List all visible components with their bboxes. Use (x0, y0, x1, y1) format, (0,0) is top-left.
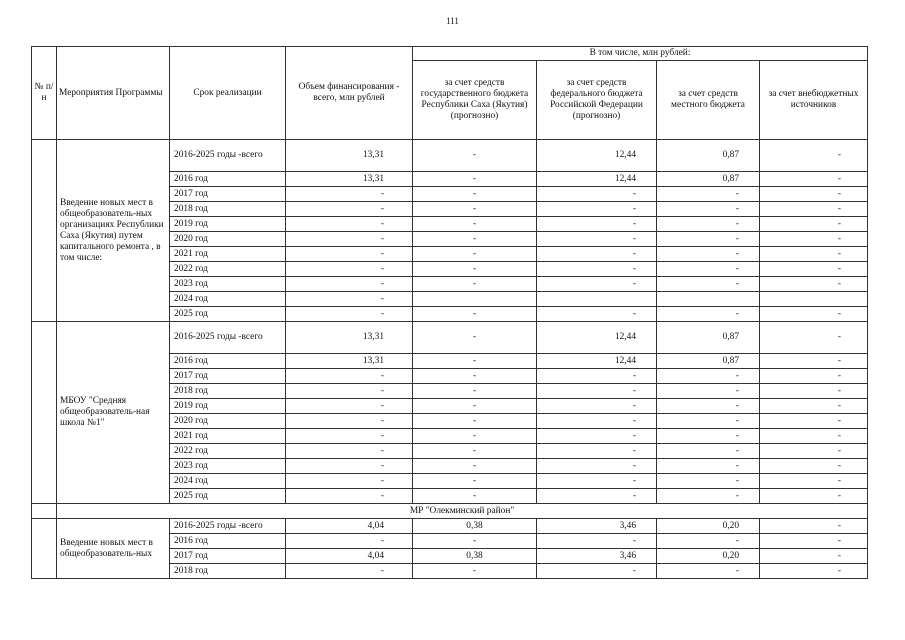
period-cell: 2022 год (170, 262, 286, 277)
header-activity: Мероприятия Программы (57, 47, 170, 140)
financing-table (31, 46, 868, 579)
local-budget-cell: - (657, 459, 760, 474)
extra-budget-cell: - (760, 369, 868, 384)
federal-budget-cell: - (537, 459, 657, 474)
local-budget-cell (657, 292, 760, 307)
header-period: Срок реализации (170, 47, 286, 140)
header-state-budget: за счет средств государственного бюджета Республики Саха (Якутия) (прогнозно) (413, 61, 537, 140)
local-budget-cell: - (657, 202, 760, 217)
federal-budget-cell: - (537, 187, 657, 202)
header-num: № п/н (32, 47, 57, 140)
total-cell: - (286, 489, 413, 504)
total-cell: - (286, 474, 413, 489)
total-cell: - (286, 217, 413, 232)
extra-budget-cell: - (760, 140, 868, 172)
federal-budget-cell: 3,46 (537, 549, 657, 564)
row-number-cell (32, 322, 57, 504)
total-cell: - (286, 399, 413, 414)
state-budget-cell: - (413, 534, 537, 549)
state-budget-cell: - (413, 489, 537, 504)
period-cell: 2023 год (170, 277, 286, 292)
period-cell: 2016-2025 годы -всего (170, 140, 286, 172)
period-cell: 2016-2025 годы -всего (170, 322, 286, 354)
page-number: 111 (446, 16, 459, 26)
state-budget-cell: - (413, 429, 537, 444)
header-including: В том числе, млн рублей: (413, 47, 868, 61)
extra-budget-cell: - (760, 202, 868, 217)
federal-budget-cell: - (537, 564, 657, 579)
federal-budget-cell: - (537, 414, 657, 429)
row-number-cell (32, 140, 57, 322)
extra-budget-cell: - (760, 247, 868, 262)
total-cell: - (286, 277, 413, 292)
local-budget-cell: - (657, 444, 760, 459)
extra-budget-cell: - (760, 519, 868, 534)
total-cell: 13,31 (286, 140, 413, 172)
period-cell: 2024 год (170, 292, 286, 307)
state-budget-cell: - (413, 187, 537, 202)
header-local-budget: за счет средств местного бюджета (657, 61, 760, 140)
local-budget-cell: - (657, 489, 760, 504)
state-budget-cell: - (413, 202, 537, 217)
extra-budget-cell: - (760, 277, 868, 292)
header-total: Объем финансирования - всего, млн рублей (286, 47, 413, 140)
extra-budget-cell: - (760, 384, 868, 399)
federal-budget-cell: - (537, 262, 657, 277)
federal-budget-cell: - (537, 399, 657, 414)
period-cell: 2020 год (170, 232, 286, 247)
local-budget-cell: - (657, 429, 760, 444)
local-budget-cell: - (657, 384, 760, 399)
state-budget-cell: - (413, 262, 537, 277)
federal-budget-cell: - (537, 247, 657, 262)
local-budget-cell: - (657, 307, 760, 322)
period-cell: 2021 год (170, 429, 286, 444)
period-cell: 2021 год (170, 247, 286, 262)
period-cell: 2016 год (170, 172, 286, 187)
state-budget-cell: - (413, 322, 537, 354)
period-cell: 2025 год (170, 307, 286, 322)
table-row (32, 140, 868, 172)
state-budget-cell: - (413, 232, 537, 247)
state-budget-cell: - (413, 384, 537, 399)
extra-budget-cell: - (760, 172, 868, 187)
extra-budget-cell: - (760, 322, 868, 354)
state-budget-cell: - (413, 459, 537, 474)
state-budget-cell: - (413, 247, 537, 262)
total-cell: 13,31 (286, 354, 413, 369)
total-cell: - (286, 459, 413, 474)
extra-budget-cell: - (760, 354, 868, 369)
local-budget-cell: - (657, 247, 760, 262)
federal-budget-cell: - (537, 307, 657, 322)
period-cell: 2016 год (170, 354, 286, 369)
table-row (32, 519, 868, 534)
extra-budget-cell: - (760, 217, 868, 232)
header-federal-budget: за счет средств федерального бюджета Российской Федерации (прогнозно) (537, 61, 657, 140)
state-budget-cell: - (413, 444, 537, 459)
extra-budget-cell (760, 292, 868, 307)
federal-budget-cell: 12,44 (537, 322, 657, 354)
period-cell: 2019 год (170, 399, 286, 414)
activity-name: Введение новых мест в общеобразователь-ных организациях Республики Саха (Якутия) путем капитального ремонта , в том числе: (57, 140, 170, 322)
table-row (32, 322, 868, 354)
federal-budget-cell: - (537, 474, 657, 489)
total-cell: - (286, 369, 413, 384)
state-budget-cell: - (413, 307, 537, 322)
local-budget-cell: 0,87 (657, 140, 760, 172)
local-budget-cell: 0,87 (657, 172, 760, 187)
total-cell: - (286, 444, 413, 459)
activity-name: Введение новых мест в общеобразователь-ных (57, 519, 170, 579)
extra-budget-cell: - (760, 459, 868, 474)
extra-budget-cell: - (760, 187, 868, 202)
total-cell: - (286, 247, 413, 262)
total-cell: - (286, 232, 413, 247)
total-cell: - (286, 564, 413, 579)
local-budget-cell: - (657, 217, 760, 232)
extra-budget-cell: - (760, 414, 868, 429)
total-cell: 4,04 (286, 519, 413, 534)
period-cell: 2018 год (170, 202, 286, 217)
section-num-cell (32, 504, 57, 519)
total-cell: - (286, 292, 413, 307)
total-cell: 13,31 (286, 322, 413, 354)
state-budget-cell: - (413, 217, 537, 232)
period-cell: 2018 год (170, 564, 286, 579)
federal-budget-cell (537, 292, 657, 307)
total-cell: - (286, 429, 413, 444)
local-budget-cell: - (657, 187, 760, 202)
local-budget-cell: 0,20 (657, 549, 760, 564)
row-number-cell (32, 519, 57, 579)
federal-budget-cell: - (537, 369, 657, 384)
total-cell: - (286, 187, 413, 202)
total-cell: 4,04 (286, 549, 413, 564)
extra-budget-cell: - (760, 232, 868, 247)
period-cell: 2025 год (170, 489, 286, 504)
total-cell: 13,31 (286, 172, 413, 187)
federal-budget-cell: - (537, 444, 657, 459)
state-budget-cell: - (413, 277, 537, 292)
extra-budget-cell: - (760, 444, 868, 459)
state-budget-cell: - (413, 474, 537, 489)
federal-budget-cell: 12,44 (537, 140, 657, 172)
state-budget-cell: - (413, 172, 537, 187)
section-title: МР "Олекминский район" (57, 504, 868, 519)
extra-budget-cell: - (760, 474, 868, 489)
extra-budget-cell: - (760, 489, 868, 504)
period-cell: 2017 год (170, 549, 286, 564)
period-cell: 2016-2025 годы -всего (170, 519, 286, 534)
federal-budget-cell: - (537, 277, 657, 292)
extra-budget-cell: - (760, 399, 868, 414)
period-cell: 2017 год (170, 369, 286, 384)
state-budget-cell: 0,38 (413, 549, 537, 564)
local-budget-cell: 0,87 (657, 322, 760, 354)
total-cell: - (286, 384, 413, 399)
total-cell: - (286, 262, 413, 277)
header-extra-budget: за счет внебюджетных источников (760, 61, 868, 140)
local-budget-cell: - (657, 414, 760, 429)
state-budget-cell: - (413, 399, 537, 414)
local-budget-cell: - (657, 277, 760, 292)
local-budget-cell: - (657, 534, 760, 549)
local-budget-cell: - (657, 232, 760, 247)
period-cell: 2017 год (170, 187, 286, 202)
federal-budget-cell: - (537, 429, 657, 444)
period-cell: 2020 год (170, 414, 286, 429)
extra-budget-cell: - (760, 534, 868, 549)
federal-budget-cell: 3,46 (537, 519, 657, 534)
extra-budget-cell: - (760, 564, 868, 579)
state-budget-cell: - (413, 369, 537, 384)
state-budget-cell: - (413, 354, 537, 369)
activity-name: МБОУ "Средняя общеобразователь-ная школа №1" (57, 322, 170, 504)
state-budget-cell: - (413, 140, 537, 172)
federal-budget-cell: 12,44 (537, 354, 657, 369)
federal-budget-cell: 12,44 (537, 172, 657, 187)
local-budget-cell: 0,20 (657, 519, 760, 534)
total-cell: - (286, 414, 413, 429)
local-budget-cell: 0,87 (657, 354, 760, 369)
period-cell: 2023 год (170, 459, 286, 474)
state-budget-cell: 0,38 (413, 519, 537, 534)
extra-budget-cell: - (760, 429, 868, 444)
period-cell: 2022 год (170, 444, 286, 459)
local-budget-cell: - (657, 262, 760, 277)
federal-budget-cell: - (537, 534, 657, 549)
extra-budget-cell: - (760, 307, 868, 322)
header-row-1 (32, 47, 868, 61)
local-budget-cell: - (657, 474, 760, 489)
period-cell: 2016 год (170, 534, 286, 549)
period-cell: 2018 год (170, 384, 286, 399)
state-budget-cell: - (413, 564, 537, 579)
local-budget-cell: - (657, 564, 760, 579)
state-budget-cell (413, 292, 537, 307)
section-row (32, 504, 868, 519)
local-budget-cell: - (657, 399, 760, 414)
period-cell: 2019 год (170, 217, 286, 232)
extra-budget-cell: - (760, 549, 868, 564)
federal-budget-cell: - (537, 217, 657, 232)
federal-budget-cell: - (537, 202, 657, 217)
federal-budget-cell: - (537, 489, 657, 504)
federal-budget-cell: - (537, 232, 657, 247)
local-budget-cell: - (657, 369, 760, 384)
extra-budget-cell: - (760, 262, 868, 277)
period-cell: 2024 год (170, 474, 286, 489)
total-cell: - (286, 202, 413, 217)
total-cell: - (286, 307, 413, 322)
federal-budget-cell: - (537, 384, 657, 399)
state-budget-cell: - (413, 414, 537, 429)
total-cell: - (286, 534, 413, 549)
